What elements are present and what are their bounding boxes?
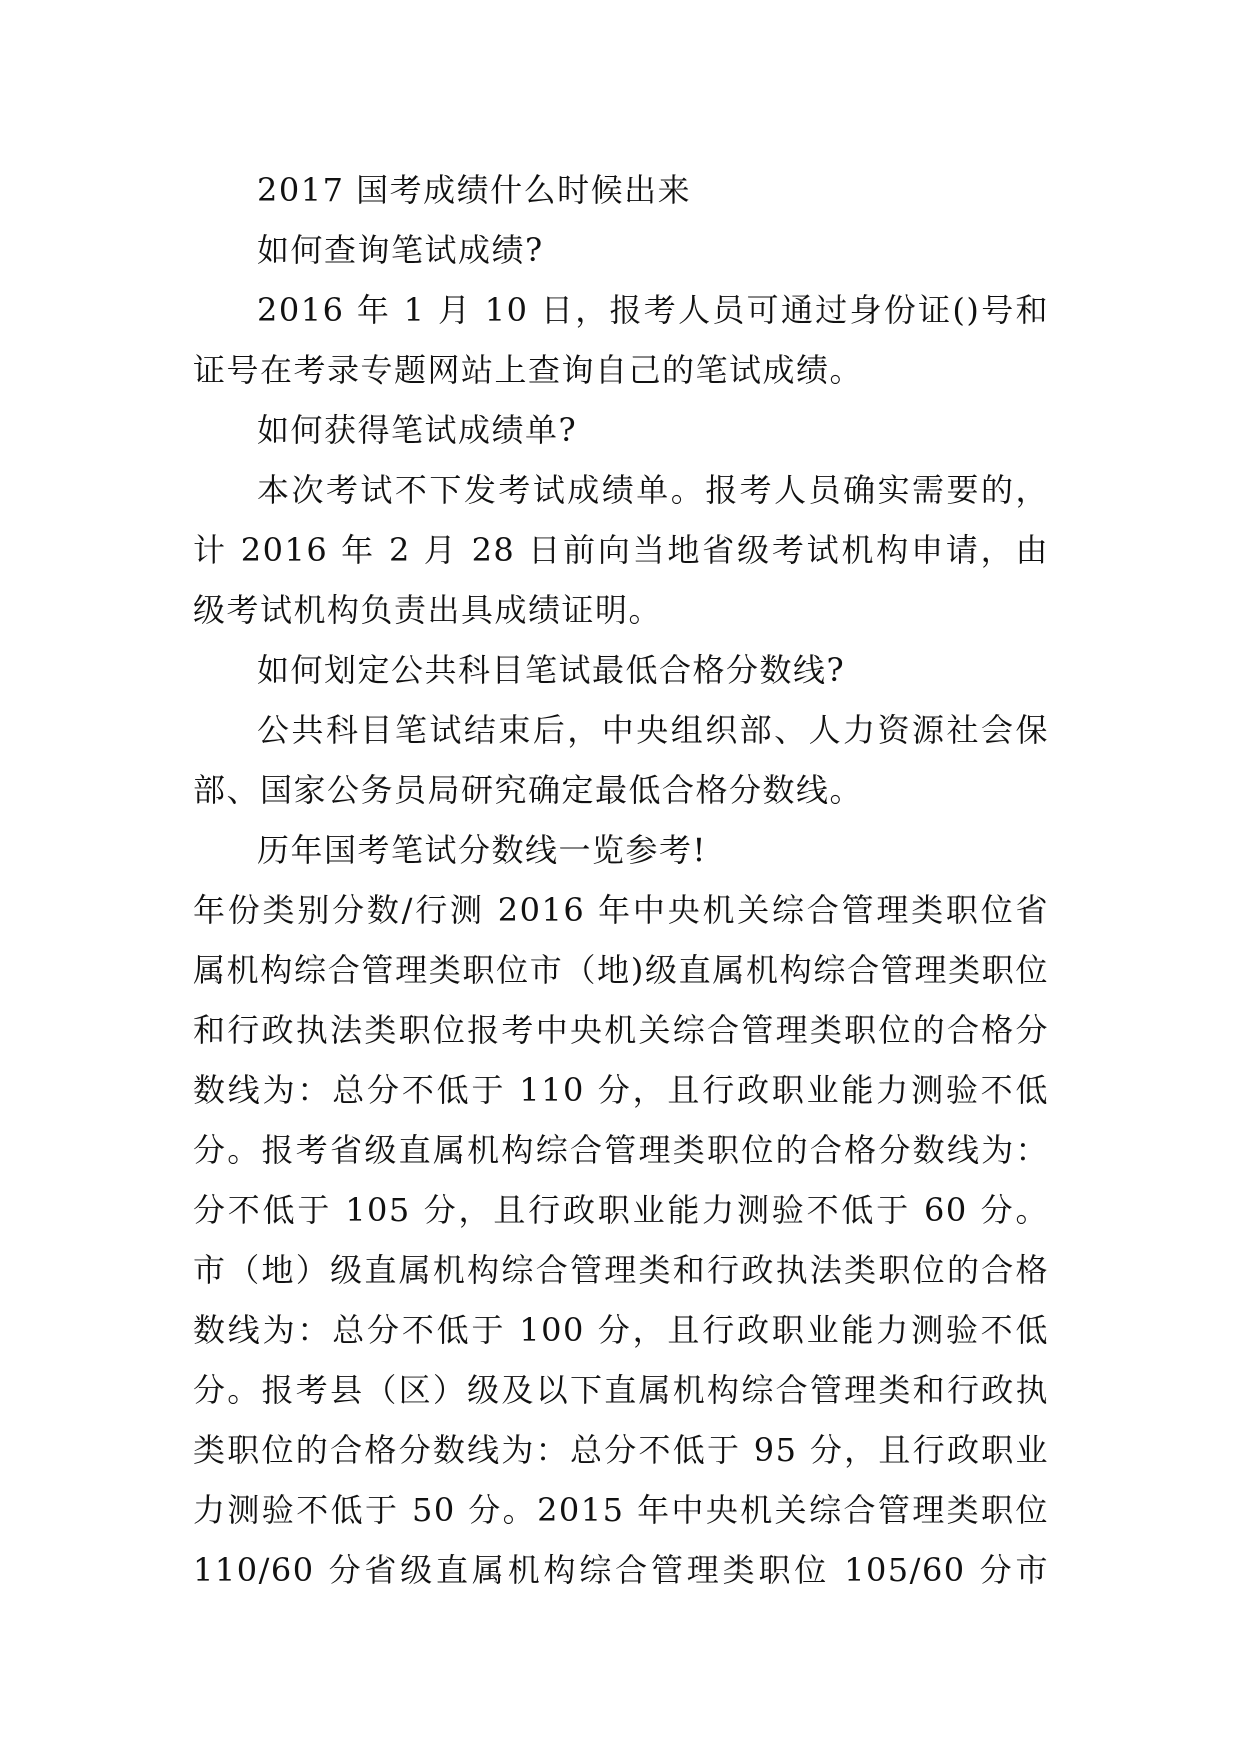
paragraph-line: 公共科目笔试结束后，中央组织部、人力资源社会保	[257, 711, 1049, 749]
paragraph-line: 年份类别分数/行测 2016 年中央机关综合管理类职位省	[193, 891, 1049, 929]
question-heading: 如何获得笔试成绩单?	[257, 411, 578, 449]
paragraph-line: 证号在考录专题网站上查询自己的笔试成绩。	[193, 351, 864, 389]
paragraph-line: 力测验不低于 50 分。2015 年中央机关综合管理类职位	[193, 1491, 1049, 1529]
question-heading: 如何划定公共科目笔试最低合格分数线?	[257, 651, 846, 689]
paragraph-line: 分。报考县（区）级及以下直属机构综合管理类和行政执	[193, 1371, 1049, 1409]
paragraph-line: 部、国家公务员局研究确定最低合格分数线。	[193, 771, 864, 809]
paragraph-line: 数线为：总分不低于 110 分，且行政职业能力测验不低	[193, 1071, 1049, 1109]
paragraph-line: 级考试机构负责出具成绩证明。	[193, 591, 663, 629]
paragraph-line: 分不低于 105 分，且行政职业能力测验不低于 60 分。	[193, 1191, 1049, 1229]
paragraph-line: 分。报考省级直属机构综合管理类职位的合格分数线为：	[193, 1131, 1049, 1169]
page-title: 2017 国考成绩什么时候出来	[257, 171, 692, 209]
section-heading: 历年国考笔试分数线一览参考!	[257, 831, 707, 869]
question-heading: 如何查询笔试成绩?	[257, 231, 544, 269]
paragraph-line: 数线为：总分不低于 100 分，且行政职业能力测验不低	[193, 1311, 1049, 1349]
paragraph-line: 属机构综合管理类职位市（地)级直属机构综合管理类职位	[193, 951, 1049, 989]
paragraph-line: 110/60 分省级直属机构综合管理类职位 105/60 分市	[193, 1551, 1049, 1589]
paragraph-line: 计 2016 年 2 月 28 日前向当地省级考试机构申请，由	[193, 531, 1049, 569]
paragraph-line: 2016 年 1 月 10 日，报考人员可通过身份证()号和	[257, 291, 1049, 329]
paragraph-line: 市（地）级直属机构综合管理类和行政执法类职位的合格	[193, 1251, 1049, 1289]
paragraph-line: 类职位的合格分数线为：总分不低于 95 分，且行政职业	[193, 1431, 1049, 1469]
paragraph-line: 本次考试不下发考试成绩单。报考人员确实需要的，	[257, 471, 1049, 509]
paragraph-line: 和行政执法类职位报考中央机关综合管理类职位的合格分	[193, 1011, 1049, 1049]
document-body	[193, 160, 1049, 1600]
